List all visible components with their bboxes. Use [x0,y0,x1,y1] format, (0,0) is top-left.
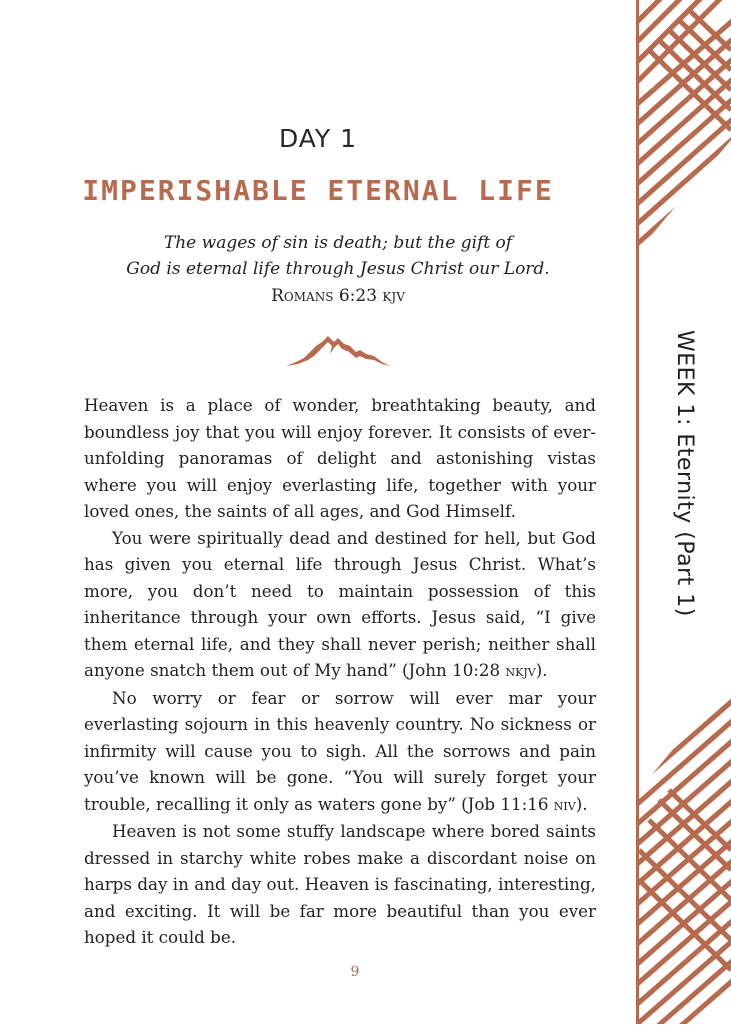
body-text [84,392,596,951]
mountain-icon [286,332,390,372]
page-title: IMPERISHABLE ETERNAL LIFE [82,174,554,207]
verse-line-2: God is eternal life through Jesus Christ our Lord. [126,259,550,279]
page-number: 9 [350,964,360,980]
citation-abbrev: nkjv [505,662,536,680]
day-heading: DAY 1 [278,124,358,153]
paragraph: No worry or fear or sorrow will ever mar your everlasting sojourn in this heavenly country. No sickness or infirmity will cause you to sigh. All the sorrows and pain you’ve known will be gone. “You will surely forget your trouble, recalling it only as waters gone by” (Job 11:16 niv). [84,687,596,814]
paragraph: Heaven is a place of wonder, breathtaking beauty, and boundless joy that you will enjoy forever. It consists of ever-unfolding panoramas of delight and astonishing vistas where you will enjoy everlasting life, together with your loved ones, the saints of all ages, and God Himself. [84,395,596,521]
citation-abbrev: niv [553,795,576,814]
scripture-verse [0,230,676,282]
verse-reference: Romans 6:23 kjv [271,286,405,306]
verse-line-1: The wages of sin is death; but the gift of [163,233,513,253]
paragraph: Heaven is not some stuffy landscape where bored saints dressed in starchy white robes make a discordant noise on harps day in and day out. Heaven is fascinating, interesting, and exciting. It will be far more beautiful than you ever hoped it could be. [84,821,596,947]
paragraph: You were spiritually dead and destined for hell, but God has given you eternal life through Jesus Christ. What’s more, you don’t need to maintain possession of this inheritance through your own efforts. Jesus said, “I give them eternal life, and they shall never perish; neither shall anyone snatch them out of My hand” (John 10:28 nkjv). [84,527,596,680]
section-tab-label: WEEK 1: Eternity (Part 1) [672,330,697,617]
